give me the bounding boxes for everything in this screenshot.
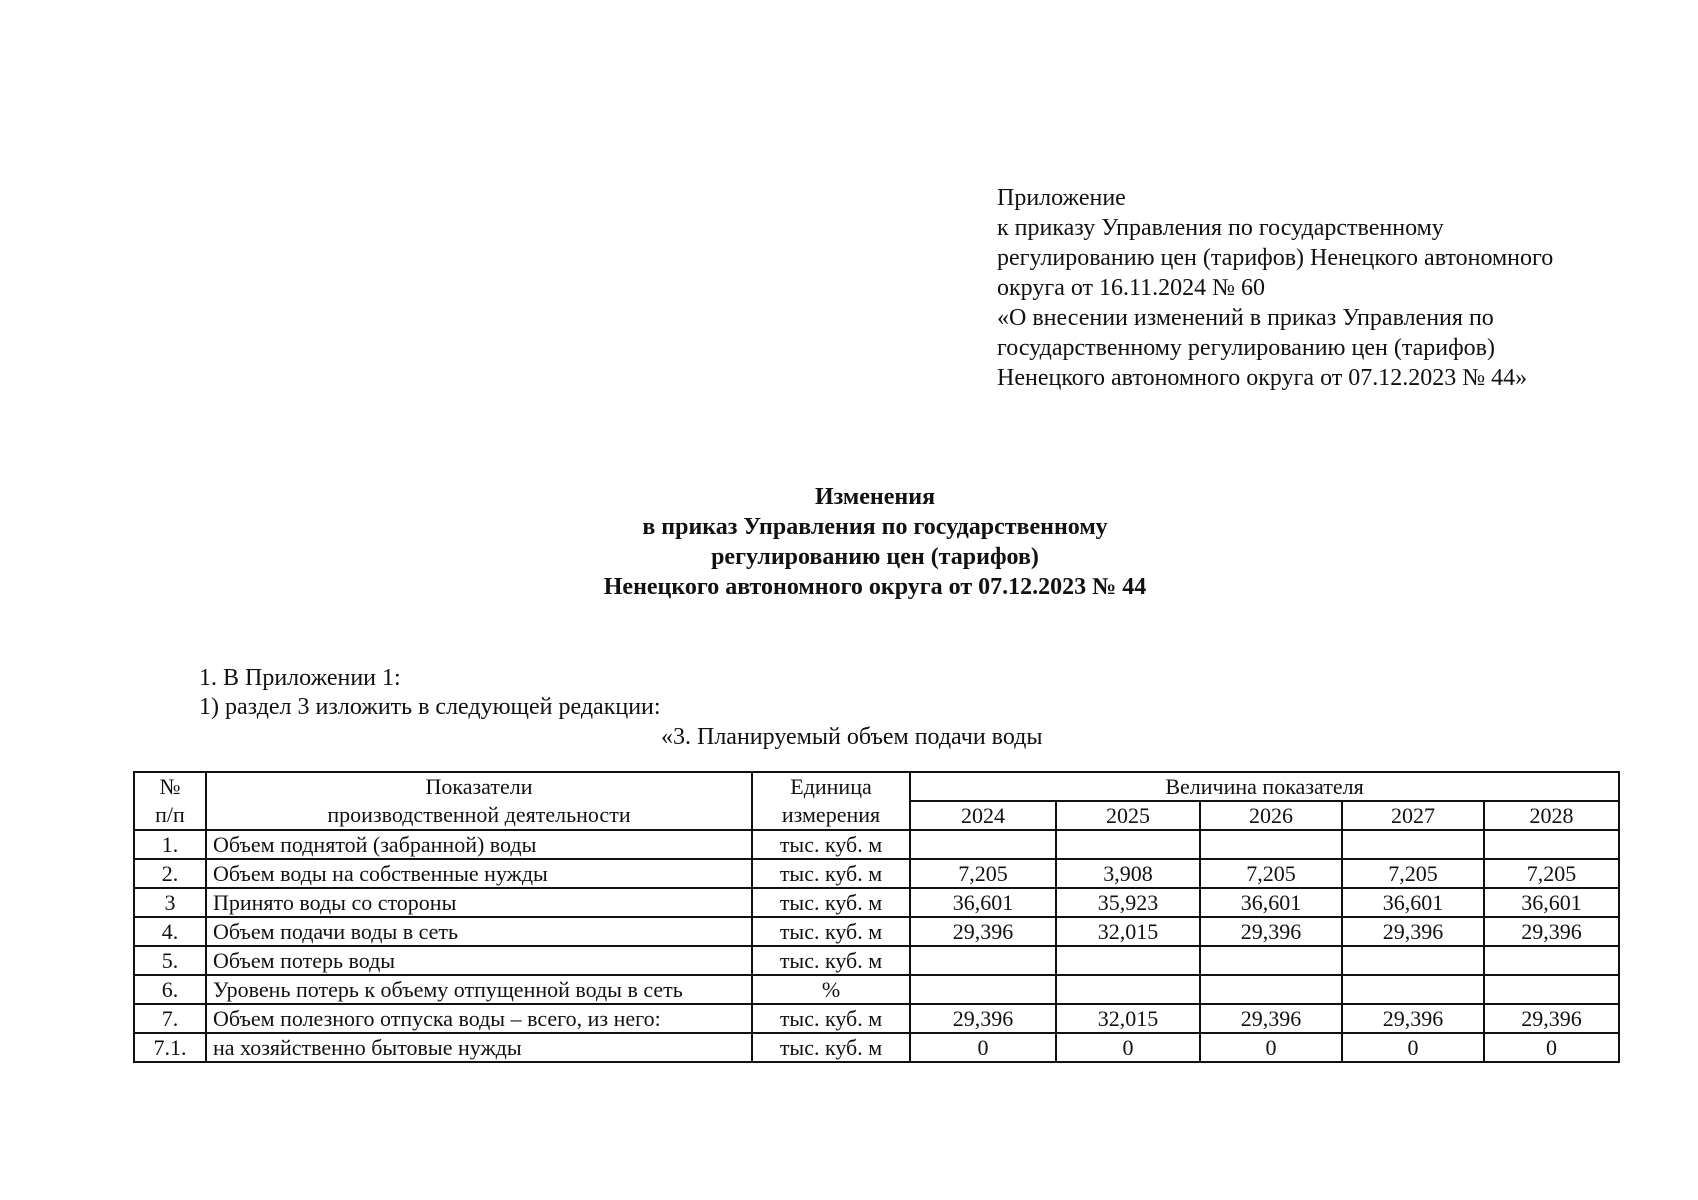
row-indicator: Принято воды со стороны bbox=[206, 888, 752, 917]
row-value: 29,396 bbox=[910, 1004, 1056, 1033]
row-indicator: на хозяйственно бытовые нужды bbox=[206, 1033, 752, 1062]
row-value bbox=[1200, 946, 1342, 975]
row-value: 0 bbox=[1484, 1033, 1619, 1062]
appendix-block bbox=[997, 183, 1553, 393]
row-number: 3 bbox=[134, 888, 206, 917]
header-indicator-line2: производственной деятельности bbox=[327, 802, 631, 827]
table-row bbox=[134, 917, 1619, 946]
title-line: Изменения bbox=[814, 484, 936, 510]
appendix-line: «О внесении изменений в приказ Управления по bbox=[997, 305, 1494, 331]
header-value-group: Величина показателя bbox=[910, 772, 1619, 801]
header-unit bbox=[752, 772, 910, 830]
row-number: 7. bbox=[134, 1004, 206, 1033]
row-number: 1. bbox=[134, 830, 206, 859]
row-number: 5. bbox=[134, 946, 206, 975]
row-unit: тыс. куб. м bbox=[752, 830, 910, 859]
document-title bbox=[0, 482, 1698, 602]
row-value: 29,396 bbox=[1342, 917, 1484, 946]
row-value bbox=[910, 946, 1056, 975]
header-indicator bbox=[206, 772, 752, 830]
row-value: 29,396 bbox=[1484, 1004, 1619, 1033]
row-value: 29,396 bbox=[1342, 1004, 1484, 1033]
row-value: 36,601 bbox=[910, 888, 1056, 917]
row-indicator: Объем поднятой (забранной) воды bbox=[206, 830, 752, 859]
header-year: 2028 bbox=[1484, 801, 1619, 830]
table-row bbox=[134, 859, 1619, 888]
row-value: 29,396 bbox=[1200, 1004, 1342, 1033]
appendix-line: к приказу Управления по государственному bbox=[997, 215, 1444, 241]
row-number: 6. bbox=[134, 975, 206, 1004]
row-unit: тыс. куб. м bbox=[752, 917, 910, 946]
row-value bbox=[1484, 830, 1619, 859]
title-line: Ненецкого автономного округа от 07.12.2023 № 44 bbox=[603, 574, 1147, 600]
row-value: 32,015 bbox=[1056, 917, 1200, 946]
row-indicator: Объем подачи воды в сеть bbox=[206, 917, 752, 946]
appendix-line: государственному регулированию цен (тарифов) bbox=[997, 335, 1495, 361]
row-value: 29,396 bbox=[1200, 917, 1342, 946]
row-unit: % bbox=[752, 975, 910, 1004]
header-unit-line2: измерения bbox=[781, 802, 881, 827]
row-value bbox=[1484, 946, 1619, 975]
paragraph-appendix-1: 1. В Приложении 1: bbox=[199, 665, 401, 691]
row-value: 7,205 bbox=[910, 859, 1056, 888]
header-year: 2027 bbox=[1342, 801, 1484, 830]
row-value: 0 bbox=[1056, 1033, 1200, 1062]
row-value: 7,205 bbox=[1342, 859, 1484, 888]
table-row bbox=[134, 1033, 1619, 1062]
row-value: 36,601 bbox=[1200, 888, 1342, 917]
row-unit: тыс. куб. м bbox=[752, 1033, 910, 1062]
header-indicator-line1: Показатели bbox=[425, 774, 533, 799]
header-unit-line1: Единица bbox=[790, 774, 872, 799]
title-line: в приказ Управления по государственному bbox=[642, 514, 1108, 540]
row-value: 29,396 bbox=[1484, 917, 1619, 946]
header-number-line2: п/п bbox=[155, 802, 185, 827]
row-unit: тыс. куб. м bbox=[752, 1004, 910, 1033]
row-value: 0 bbox=[910, 1033, 1056, 1062]
table-row bbox=[134, 1004, 1619, 1033]
title-line: регулированию цен (тарифов) bbox=[711, 544, 1039, 570]
row-value: 0 bbox=[1342, 1033, 1484, 1062]
row-unit: тыс. куб. м bbox=[752, 946, 910, 975]
row-indicator: Объем воды на собственные нужды bbox=[206, 859, 752, 888]
row-indicator: Объем потерь воды bbox=[206, 946, 752, 975]
row-value: 7,205 bbox=[1484, 859, 1619, 888]
row-value bbox=[1056, 975, 1200, 1004]
table-row bbox=[134, 888, 1619, 917]
row-value: 36,601 bbox=[1484, 888, 1619, 917]
row-value bbox=[910, 830, 1056, 859]
row-value: 35,923 bbox=[1056, 888, 1200, 917]
row-value bbox=[910, 975, 1056, 1004]
appendix-line: регулированию цен (тарифов) Ненецкого автономного bbox=[997, 245, 1554, 271]
header-year: 2024 bbox=[910, 801, 1056, 830]
header-number bbox=[134, 772, 206, 830]
table-row bbox=[134, 975, 1619, 1004]
row-value bbox=[1200, 830, 1342, 859]
row-indicator: Объем полезного отпуска воды – всего, из него: bbox=[206, 1004, 752, 1033]
row-value bbox=[1484, 975, 1619, 1004]
row-value: 32,015 bbox=[1056, 1004, 1200, 1033]
row-unit: тыс. куб. м bbox=[752, 859, 910, 888]
row-value: 36,601 bbox=[1342, 888, 1484, 917]
paragraph-section-3: 1) раздел 3 изложить в следующей редакции: bbox=[199, 694, 661, 720]
row-value bbox=[1056, 830, 1200, 859]
header-year: 2026 bbox=[1200, 801, 1342, 830]
row-number: 7.1. bbox=[134, 1033, 206, 1062]
row-value bbox=[1200, 975, 1342, 1004]
table-row bbox=[134, 946, 1619, 975]
row-value bbox=[1342, 830, 1484, 859]
appendix-line: Ненецкого автономного округа от 07.12.2023 № 44» bbox=[997, 365, 1528, 391]
section-title: «3. Планируемый объем подачи воды bbox=[661, 724, 1043, 750]
header-number-line1: № bbox=[159, 774, 181, 799]
water-supply-table bbox=[133, 771, 1620, 1063]
row-value: 7,205 bbox=[1200, 859, 1342, 888]
appendix-line: округа от 16.11.2024 № 60 bbox=[997, 275, 1266, 301]
row-number: 4. bbox=[134, 917, 206, 946]
row-indicator: Уровень потерь к объему отпущенной воды в сеть bbox=[206, 975, 752, 1004]
row-value: 3,908 bbox=[1056, 859, 1200, 888]
row-value: 29,396 bbox=[910, 917, 1056, 946]
row-value bbox=[1342, 975, 1484, 1004]
appendix-line: Приложение bbox=[997, 185, 1126, 211]
row-value bbox=[1342, 946, 1484, 975]
row-value: 0 bbox=[1200, 1033, 1342, 1062]
header-year: 2025 bbox=[1056, 801, 1200, 830]
row-unit: тыс. куб. м bbox=[752, 888, 910, 917]
row-value bbox=[1056, 946, 1200, 975]
row-number: 2. bbox=[134, 859, 206, 888]
table-row bbox=[134, 830, 1619, 859]
